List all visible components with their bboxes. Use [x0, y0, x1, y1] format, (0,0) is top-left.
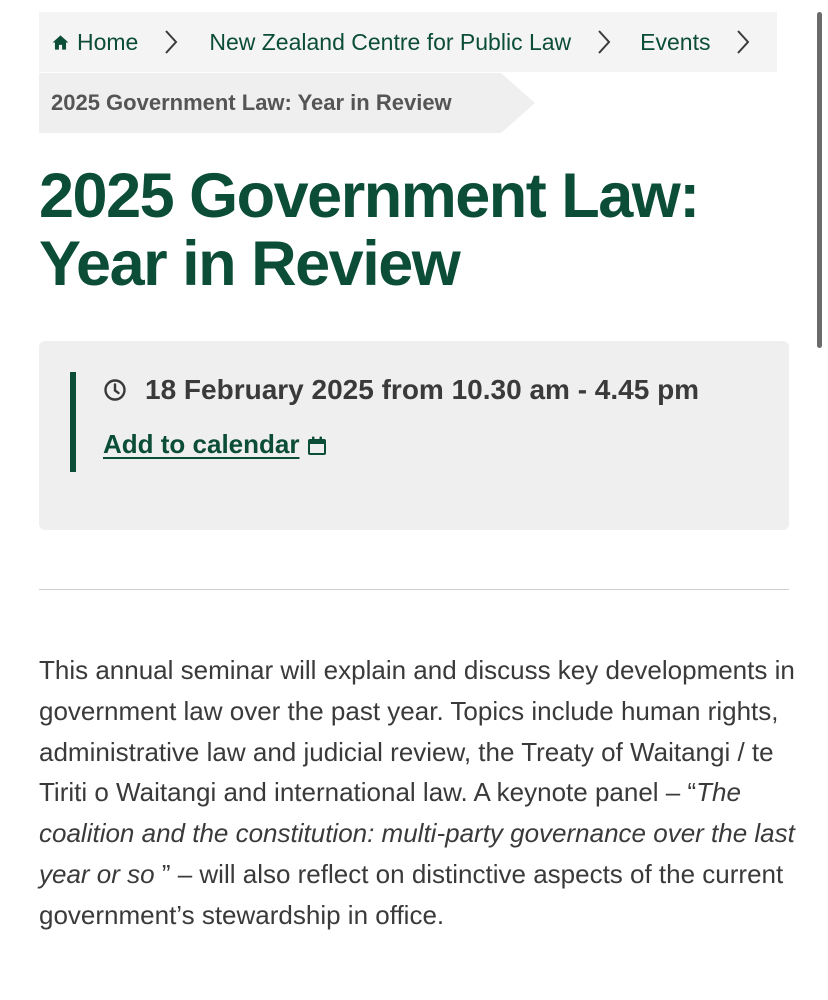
chevron-right-icon — [163, 27, 179, 57]
breadcrumb — [39, 12, 777, 72]
page-title-line-1: 2025 Government Law: — [39, 161, 699, 231]
add-to-calendar-link[interactable] — [103, 425, 329, 463]
breadcrumb-nzcpl-link[interactable] — [209, 29, 571, 56]
breadcrumb-home-link[interactable] — [39, 29, 138, 56]
breadcrumb-current-label: 2025 Government Law: Year in Review — [51, 90, 452, 115]
calendar-icon — [305, 434, 329, 458]
breadcrumb-events-link[interactable] — [640, 29, 710, 56]
page-scrollbar[interactable] — [817, 12, 822, 348]
description-outro: ” – will also reflect on distinctive aspects of the current government’s stewardship in office. — [39, 858, 784, 930]
chevron-right-icon — [735, 27, 751, 57]
event-description — [39, 650, 797, 936]
event-date-row — [103, 371, 699, 409]
clock-icon — [103, 378, 127, 402]
breadcrumb-nzcpl-label: New Zealand Centre for Public Law — [209, 28, 572, 55]
event-date-time: 18 February 2025 from 10.30 am - 4.45 pm — [145, 374, 700, 405]
page-title — [39, 162, 799, 298]
keynote-panel-title: The coalition and the constitution: multi-party governance over the last year or so — [39, 777, 795, 889]
section-divider — [39, 589, 789, 590]
add-to-calendar-label: Add to calendar — [103, 428, 300, 459]
breadcrumb-home-label: Home — [77, 28, 139, 55]
description-intro: This annual seminar will explain and discuss key developments in government law over the past year. Topics include human rights, administrative law and judicial review, the Treaty of Waitangi / te Tiriti o Waitangi and international law. A keynote panel – “ — [39, 655, 795, 808]
chevron-right-icon — [596, 27, 612, 57]
breadcrumb-events-label: Events — [640, 28, 711, 55]
event-info-box — [39, 341, 789, 530]
page-title-line-2: Year in Review — [39, 229, 460, 299]
home-icon — [51, 33, 70, 52]
breadcrumb-current-item — [39, 73, 535, 133]
event-accent-bar — [70, 372, 76, 472]
